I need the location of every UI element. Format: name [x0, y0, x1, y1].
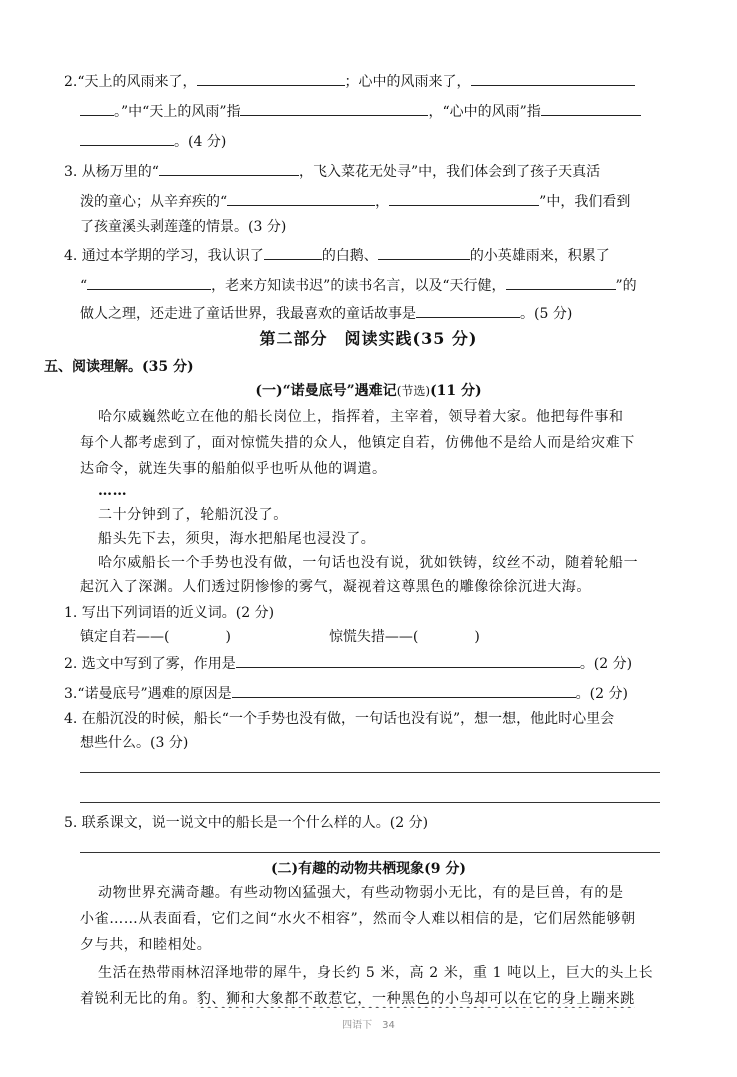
ellipsis: [98, 482, 698, 500]
text: 5. 联系课文，说一说文中的船长是一个什么样的人。(2 分): [64, 815, 429, 831]
text: 4. 在船沉没的时候，船长“一个手势也没有做，一句话也没有说”，想一想，他此时心里会: [64, 711, 615, 727]
text: 3.“诺曼底号”遇难的原因是: [64, 686, 232, 702]
question-3-line-2: [80, 192, 680, 211]
text: 二十分钟到了，轮船沉没了。: [98, 507, 288, 523]
reading-1-title: [0, 382, 737, 400]
text: ，: [375, 194, 390, 210]
question-2-line-2: [80, 102, 680, 121]
passage-line: [80, 990, 680, 1008]
reading-1-question-5: [64, 814, 664, 832]
text: ……: [98, 483, 128, 499]
question-2-line-3: [80, 132, 680, 151]
text: ): [225, 629, 231, 645]
text: 。”中“天上的风雨”指: [114, 104, 241, 120]
text: ”的: [615, 278, 637, 294]
passage-line: [80, 910, 680, 928]
answer-blank[interactable]: [227, 192, 375, 206]
text: 泼的童心；从辛弃疾的“: [80, 194, 228, 210]
passage-line: [98, 554, 698, 572]
answer-blank[interactable]: [264, 246, 322, 260]
reading-1-question-2: [64, 654, 664, 673]
text: 夕与共，和睦相处。: [80, 937, 212, 953]
text: 生活在热带雨林沼泽地带的犀牛，身长约 5 米，高 2 米，重 1 吨以上，巨大的头上长: [98, 965, 654, 981]
passage-line: [80, 936, 680, 954]
text: ，飞入菜花无处寻”中，我们体会到了孩子天真活: [298, 164, 601, 180]
text: 。(5 分): [520, 306, 573, 322]
answer-blank[interactable]: [389, 192, 539, 206]
passage-line: [98, 964, 698, 982]
answer-blank[interactable]: [87, 276, 211, 290]
answer-blank[interactable]: [232, 684, 576, 698]
answer-blank[interactable]: [240, 102, 428, 116]
passage-line: [80, 460, 680, 478]
answer-blank[interactable]: [471, 72, 635, 86]
question-3-line-3: [80, 218, 680, 236]
text: 五、阅读理解。(35 分): [44, 359, 194, 375]
text: ；心中的风雨来了，: [344, 74, 471, 90]
text: 了孩童溪头剥莲蓬的情景。(3 分): [80, 219, 287, 235]
answer-blank[interactable]: [378, 246, 470, 260]
reading-2-title: [0, 860, 737, 878]
text: 的小英雄雨来，积累了: [469, 248, 610, 264]
text: 想些什么。(3 分): [80, 735, 189, 751]
answer-line[interactable]: [80, 772, 660, 773]
text: 。(2 分): [579, 656, 633, 672]
answer-blank[interactable]: [159, 162, 299, 176]
text: 。(4 分): [174, 134, 227, 150]
text: (一)“诺曼底号”遇难记: [255, 383, 397, 399]
question-2-line-1: [64, 72, 664, 91]
text: 镇定自若——(: [80, 629, 170, 645]
question-4-line-3: [80, 304, 680, 323]
answer-line[interactable]: [80, 852, 660, 853]
text: 1. 写出下列词语的近义词。(2 分): [64, 605, 275, 621]
text: (节选): [396, 384, 431, 398]
reading-1-question-1: [64, 604, 664, 622]
passage-line: [98, 530, 698, 548]
text: 哈尔威巍然屹立在他的船长岗位上，指挥着，主宰着，领导着大家。他把每件事和: [98, 409, 624, 425]
text: 哈尔威船长一个手势也没有做，一句话也没有说，犹如铁铸，纹丝不动，随着轮船一: [98, 555, 639, 571]
text: 3. 从杨万里的“: [64, 164, 159, 180]
text: 每个人都考虑到了，面对惊慌失措的众人，他镇定自若，仿佛他不是给人而是给灾难下: [80, 435, 635, 451]
section-5-heading: [44, 358, 644, 376]
text: 2.“天上的风雨来了，: [64, 74, 197, 90]
text: 动物世界充满奇趣。有些动物凶猛强大，有些动物弱小无比，有的是巨兽，有的是: [98, 885, 624, 901]
passage-line: [98, 884, 698, 902]
text: 做人之理，还走进了童话世界，我最喜欢的童话故事是: [80, 306, 416, 322]
text: ”中，我们看到: [539, 194, 631, 210]
text: ): [474, 629, 480, 645]
reading-1-question-3: [64, 684, 664, 703]
passage-line: [98, 506, 698, 524]
answer-blank[interactable]: [236, 654, 580, 668]
text: 起沉入了深渊。人们透过阴惨惨的雾气，凝视着这尊黑色的雕像徐徐沉进大海。: [80, 579, 591, 595]
question-4-line-2: [80, 276, 680, 295]
page-footer: [0, 1016, 737, 1031]
part-2-heading: [0, 330, 737, 348]
text: 达命令，就连失事的船舶似乎也听从他的调遣。: [80, 461, 387, 477]
answer-blank[interactable]: [506, 276, 616, 290]
passage-line: [80, 578, 680, 596]
text: 。(2 分): [575, 686, 628, 702]
reading-1-question-4: [64, 710, 664, 728]
text: (二)有趣的动物共栖现象(9 分): [270, 861, 467, 877]
text: 2. 选文中写到了雾，作用是: [64, 656, 236, 672]
text: 的白鹅、: [321, 248, 378, 264]
text: (11 分): [430, 383, 482, 399]
text: ，“心中的风雨”指: [428, 104, 541, 120]
answer-blank[interactable]: [80, 132, 174, 146]
text: ，老来方知读书迟”的读书名言，以及“天行健，: [211, 278, 506, 294]
answer-blank[interactable]: [416, 304, 520, 318]
text: 惊慌失措——(: [328, 629, 419, 645]
answer-line[interactable]: [80, 802, 660, 803]
page-number: 四语下 34: [342, 1020, 395, 1031]
question-4-line-1: [64, 246, 664, 265]
text: 着锐利无比的角。: [80, 991, 197, 1007]
synonym-row: [80, 628, 680, 646]
reading-1-question-4-cont: [80, 734, 680, 752]
passage-line: [80, 434, 680, 452]
answer-blank[interactable]: [197, 72, 345, 86]
answer-blank[interactable]: [541, 102, 641, 116]
text: 船头先下去，须臾，海水把船尾也浸没了。: [98, 531, 376, 547]
text: 4. 通过本学期的学习，我认识了: [64, 248, 264, 264]
text: 第二部分 阅读实践(35 分): [259, 330, 478, 348]
answer-blank[interactable]: [80, 102, 114, 116]
question-3-line-1: [64, 162, 664, 181]
passage-line: [98, 408, 698, 426]
wavy-underlined-text: 豹、狮和大象都不敢惹它，一种黑色的小鸟却可以在它的身上蹦来跳: [196, 991, 635, 1007]
text: “: [80, 278, 88, 294]
text: 小雀……从表面看，它们之间“水火不相容”，然而令人难以相信的是，它们居然能够朝: [80, 911, 636, 927]
